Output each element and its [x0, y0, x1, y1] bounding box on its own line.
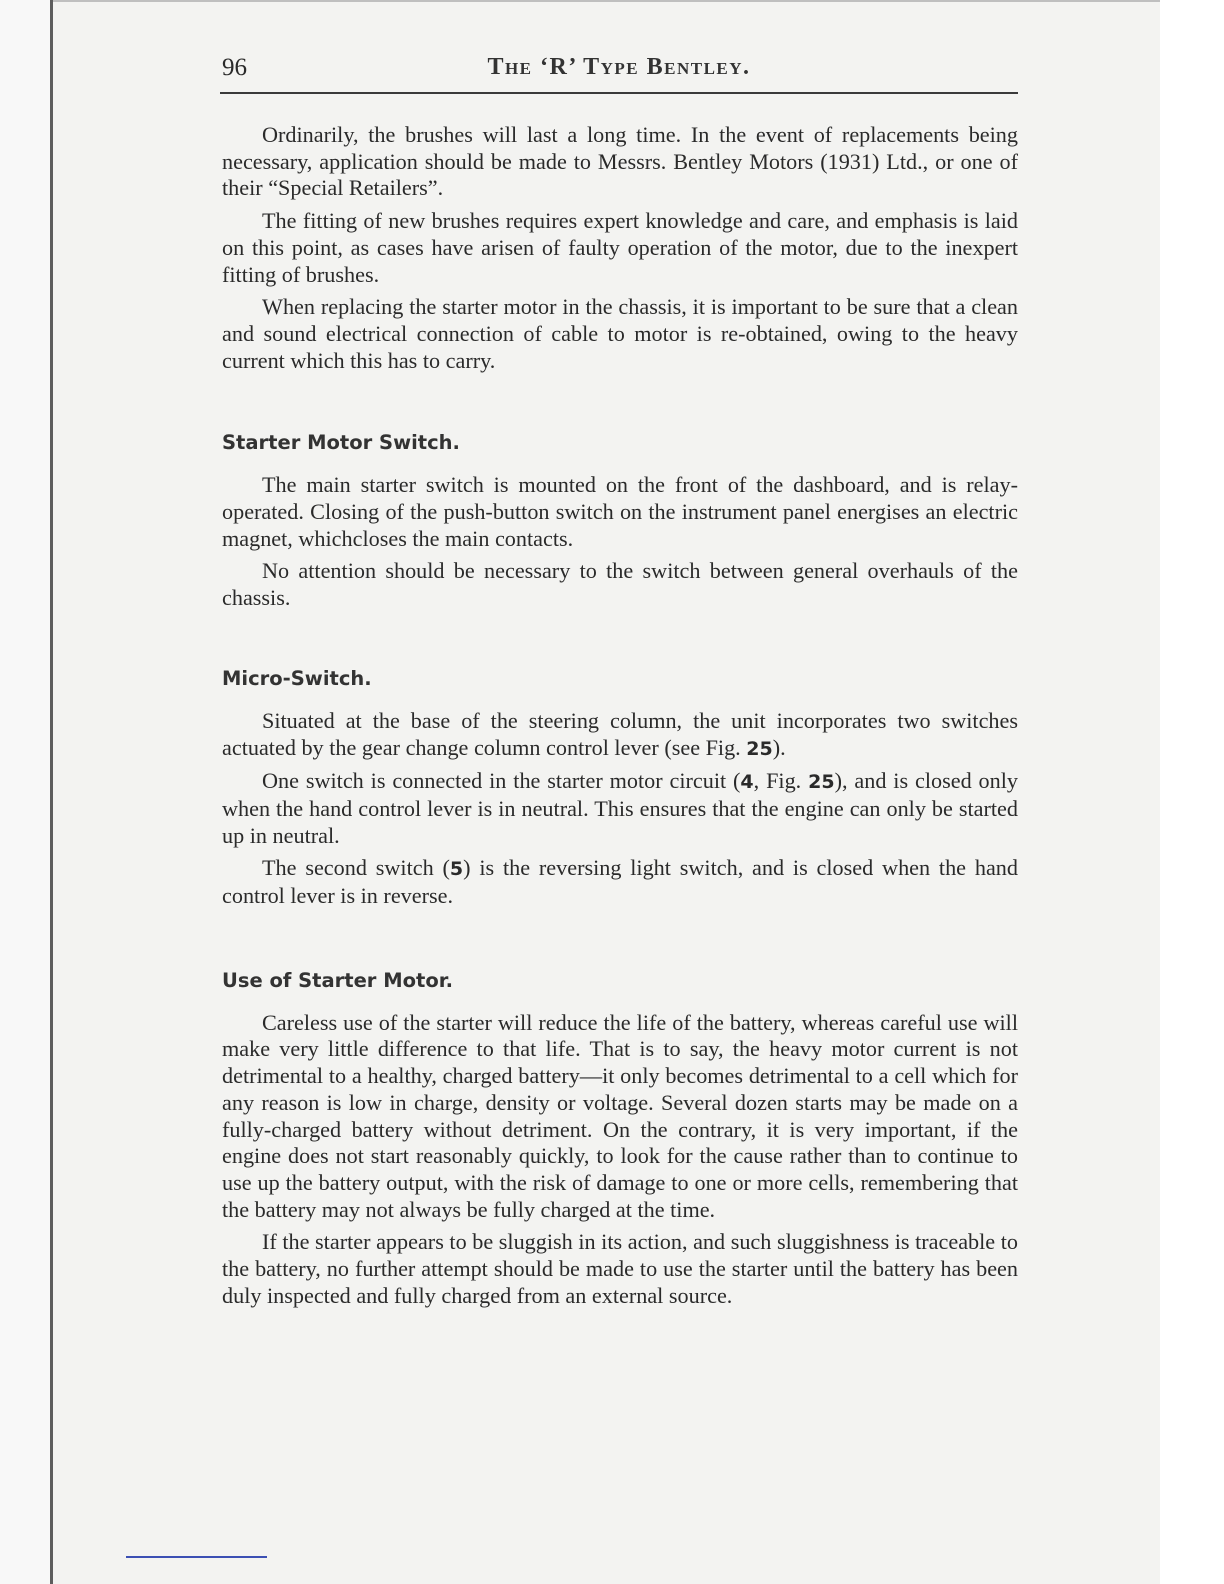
- heading-micro-switch: Micro-Switch.: [222, 666, 372, 690]
- heading-use-of-starter-motor: Use of Starter Motor.: [222, 968, 453, 992]
- page-edge-left: [50, 0, 53, 1584]
- paragraph-careless-use: Careless use of the starter will reduce the life of the battery, whereas careful use will make very little difference to that life. That is to say, the heavy motor current is not detrimental to a healthy, charged battery—it only becomes detrimental to a cell which for any reason is low in charge, density or voltage. Several dozen starts may be made on a fully-charged battery without detriment. On the contrary, it is very important, if the engine does not start reasonably quickly, to look for the cause rather than to continue to use up the battery output, with the risk of damage to one or more cells, remembering that the battery may not always be fully charged at the time.: [222, 1009, 1018, 1222]
- paragraph-starter-switch-attention: No attention should be necessary to the switch between general overhauls of the chassis.: [222, 558, 1018, 611]
- page-header: [220, 52, 1018, 94]
- paragraph-replacing-motor: When replacing the starter motor in the chassis, it is important to be sure that a clean and sound electrical connection of cable to motor is re-obtained, owing to the heavy current which this has to carry.: [222, 294, 1018, 373]
- paragraph-starter-switch-mounting: The main starter switch is mounted on the front of the dashboard, and is relay-operated. Closing of the push-button switch on the instrument panel energises an electric magnet, whichcloses the main contacts.: [222, 472, 1018, 551]
- paragraph-sluggish-starter: If the starter appears to be sluggish in its action, and such sluggishness is traceable to the battery, no further attempt should be made to use the starter until the battery has been duly inspected and fully charged from an external source.: [222, 1229, 1018, 1308]
- scan-margin: [0, 0, 50, 1584]
- page-edge-top: [53, 0, 1163, 2]
- page-edge-right: [1160, 0, 1224, 1584]
- paragraph-brushes-replacement: Ordinarily, the brushes will last a long time. In the event of replacements being necessary, application should be made to Messrs. Bentley Motors (1931) Ltd., or one of their “Special Retailers”.: [222, 122, 1018, 201]
- paragraph-micro-switch-starter-circuit: One switch is connected in the starter motor circuit (4, Fig. 25), and is closed only when the hand control lever is in neutral. This ensures that the engine can only be started up in neutral.: [222, 768, 1019, 848]
- paragraph-brushes-fitting: The fitting of new brushes requires expert knowledge and care, and emphasis is laid on this point, as cases have arisen of faulty operation of the motor, due to the inexpert fitting of brushes.: [222, 208, 1018, 287]
- heading-starter-motor-switch: Starter Motor Switch.: [222, 431, 460, 455]
- paragraph-micro-switch-reversing: The second switch (5) is the reversing light switch, and is closed when the hand control lever is in reverse.: [222, 855, 1018, 909]
- running-title: The ‘R’ Type Bentley.: [487, 54, 751, 80]
- scan-blue-rule: [126, 1556, 267, 1558]
- paragraph-micro-switch-location: Situated at the base of the steering column, the unit incorporates two switches actuated by the gear change column control lever (see Fig. 25).: [222, 707, 1018, 760]
- page-number: 96: [222, 54, 247, 81]
- page-body: [222, 122, 1018, 1316]
